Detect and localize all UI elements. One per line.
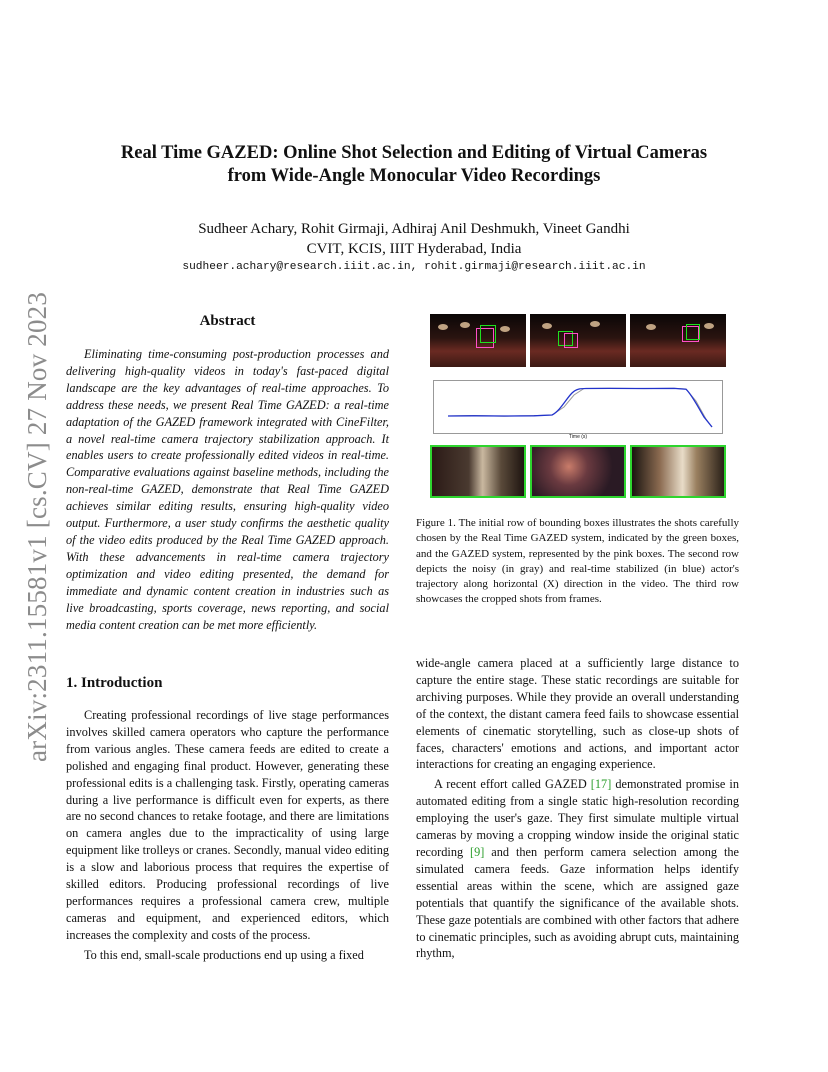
figure-1 <box>430 314 726 500</box>
title-line-1: Real Time GAZED: Online Shot Selection and Editing of Virtual Cameras <box>120 143 708 163</box>
abstract-text: Eliminating time-consuming post-production processes and delivering high-quality videos in today's fast-paced digital landscape are the key advantages of real-time approaches. To address these needs, we present Real Time GAZED: a real-time adaptation of the GAZED framework integrated with CineFilter, a novel real-time camera trajectory stabilization approach. It enables users to create professionally edited videos in real-time. Comparative evaluations against baseline methods, including the non-real-time GAZED, demonstrate that Real Time GAZED achieves similar editing results, ensuring high-quality video output. Furthermore, a user study confirms the aesthetic quality of the video edits produced by the Real Time GAZED approach. With these advancements in real-time camera trajectory optimization and video editing presented, the demand for immediate and dynamic content creation in industries such as live broadcasting, sports coverage, news reporting, and social media content creation can be met more efficiently. <box>66 347 389 632</box>
cropped-shot-2 <box>530 445 626 498</box>
figure-1-caption: Figure 1. The initial row of bounding boxes illustrates the shots carefully chosen by the Real Time GAZED system, indicated by the green boxes, and the GAZED system, represented by the pink boxes. The second row depicts the noisy (in gray) and real-time stabilized (in blue) actor's trajectory along horizontal (X) direction in the video. The third row showcases the cropped shots from frames. <box>416 517 739 606</box>
arxiv-identifier: arXiv:2311.15581v1 [cs.CV] 27 Nov 2023 <box>22 291 52 762</box>
cropped-shot-1 <box>430 445 526 498</box>
intro-paragraph-4: A recent effort called GAZED [17] demonstrated promise in automated editing from a single static high-resolution recording employing the user's gaze. They first simulate multiple virtual cameras by moving a cropping window inside the original static recording [9] and then perform camera selection among the simulated camera feeds. Gaze information helps identify essential areas within the scene, which are assigned gaze potentials that quantify the significance of the available shots. These gaze potentials are combined with other factors that adhere to cinematic principles, such as avoiding abrupt cuts, maintaining rhythm, <box>416 777 739 961</box>
plot-x-axis-label: Time (s) <box>568 434 588 440</box>
intro-paragraph-2: To this end, small-scale productions end up using a fixed <box>84 947 364 962</box>
intro-paragraph-3: wide-angle camera placed at a sufficiently large distance to capture the entire stage. These static recordings are suitable for archiving purposes. While they provide an overall understanding of the context, the distant camera feed fails to showcase essential elements of cinematic storytelling, such as close-up shots of faces, characters' emotions and actions, and important actor interactions for creating an engaging experience. <box>416 656 739 772</box>
stabilized-trajectory <box>448 388 712 427</box>
author-block <box>60 219 768 259</box>
intro-left-column <box>66 707 389 967</box>
citation-17[interactable]: [17] <box>590 777 612 792</box>
intro-right-column <box>416 655 739 965</box>
noisy-trajectory <box>448 388 712 427</box>
cropped-shots-row <box>430 445 726 498</box>
paper-title <box>60 142 768 188</box>
realtime-gazed-box <box>686 324 700 340</box>
realtime-gazed-box <box>480 325 496 343</box>
citation-9[interactable]: [9] <box>470 844 485 859</box>
gazed-box <box>564 333 578 348</box>
cropped-shot-3 <box>630 445 726 498</box>
stage-frame-2 <box>530 314 626 367</box>
author-names: Sudheer Achary, Rohit Girmaji, Adhiraj Anil Deshmukh, Vineet Gandhi <box>198 221 630 237</box>
stage-frame-3 <box>630 314 726 367</box>
affiliation: CVIT, KCIS, IIIT Hyderabad, India <box>306 241 522 257</box>
intro-paragraph-1: Creating professional recordings of live stage performances involves skilled camera operators who capture the performance from various angles. These camera feeds are edited to create a polished and engaging final product. However, generating these professional edits is a challenging task. Firstly, operating cameras during a live performance is difficult even for experts, as there are no second chances to retake footage, and there are limitations on camera angles due to the impracticality of using large equipment like trolleys or cranes. Secondly, manual video editing is a slow and laborious process that requires the expertise of skilled editors. Producing professional recordings of live performances requires a professional camera crew, multiple cameras and equipment, and experienced editors, which increases the complexity and costs of the process. <box>66 708 389 942</box>
trajectory-plot <box>433 380 723 434</box>
introduction-heading: 1. Introduction <box>66 675 163 691</box>
stage-frames-row <box>430 314 726 367</box>
title-line-2: from Wide-Angle Monocular Video Recordings <box>227 166 601 186</box>
author-emails: sudheer.achary@research.iiit.ac.in, rohit.girmaji@research.iiit.ac.in <box>182 261 646 273</box>
trajectory-plot-svg <box>434 381 722 433</box>
stage-frame-1 <box>430 314 526 367</box>
abstract-heading: Abstract <box>199 313 256 329</box>
